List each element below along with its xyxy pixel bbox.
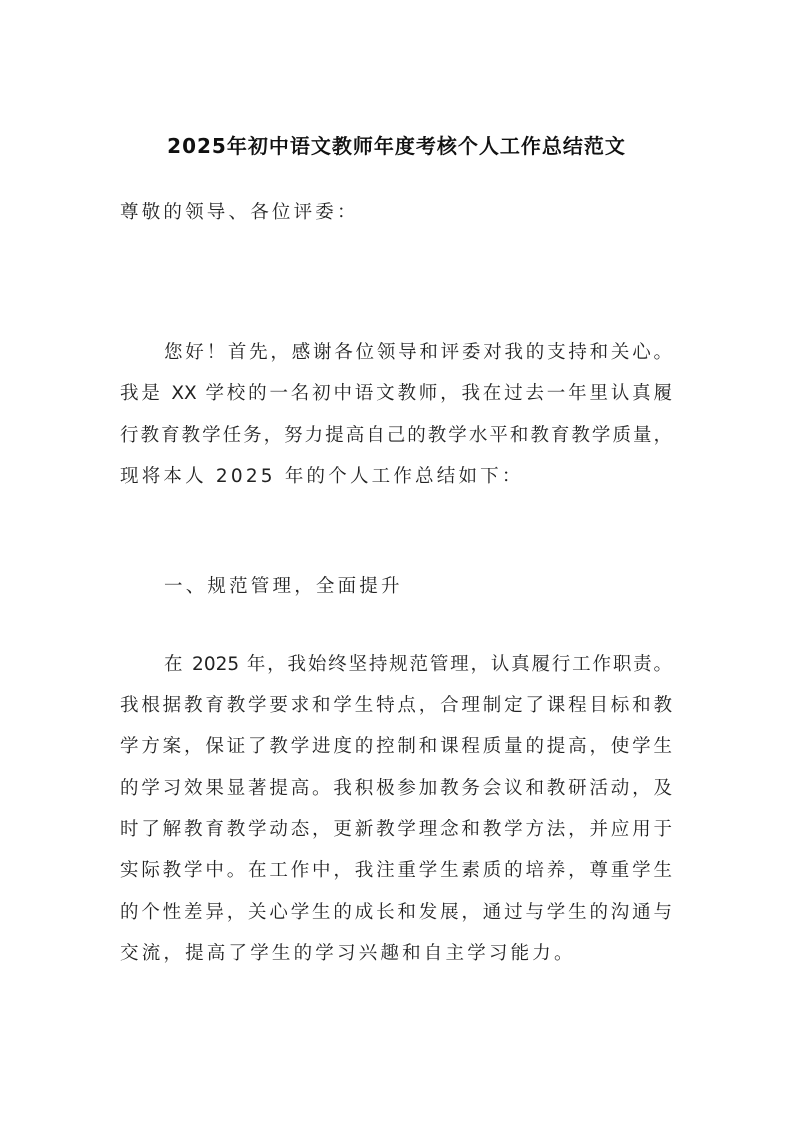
section-line: 实际教学中。在工作中，我注重学生素质的培养，尊重学生 [120,860,672,881]
section-line: 在 2025 年，我始终坚持规范管理，认真履行工作职责。 [164,654,672,675]
section-line: 的学习效果显著提高。我积极参加教务会议和教研活动，及 [120,778,672,799]
intro-line: 现将本人 2025 年的个人工作总结如下： [120,466,524,487]
section-line: 交流，提高了学生的学习兴趣和自主学习能力。 [120,943,576,964]
section-line: 时了解教育教学动态，更新教学理念和教学方法，并应用于 [120,819,672,840]
section-line: 学方案，保证了教学进度的控制和课程质量的提高，使学生 [120,736,672,757]
salutation: 尊敬的领导、各位评委： [120,202,359,223]
section-line: 我根据教育教学要求和学生特点，合理制定了课程目标和教 [120,695,672,716]
section-heading: 一、规范管理，全面提升 [164,576,403,597]
section-line: 的个性差异，关心学生的成长和发展，通过与学生的沟通与 [120,902,672,923]
intro-line: 我是 XX 学校的一名初中语文教师，我在过去一年里认真履 [120,383,672,404]
document-title: 2025年初中语文教师年度考核个人工作总结范文 [167,134,626,158]
intro-line: 您好！首先，感谢各位领导和评委对我的支持和关心。 [164,342,672,363]
intro-line: 行教育教学任务，努力提高自己的教学水平和教育教学质量， [120,425,672,446]
